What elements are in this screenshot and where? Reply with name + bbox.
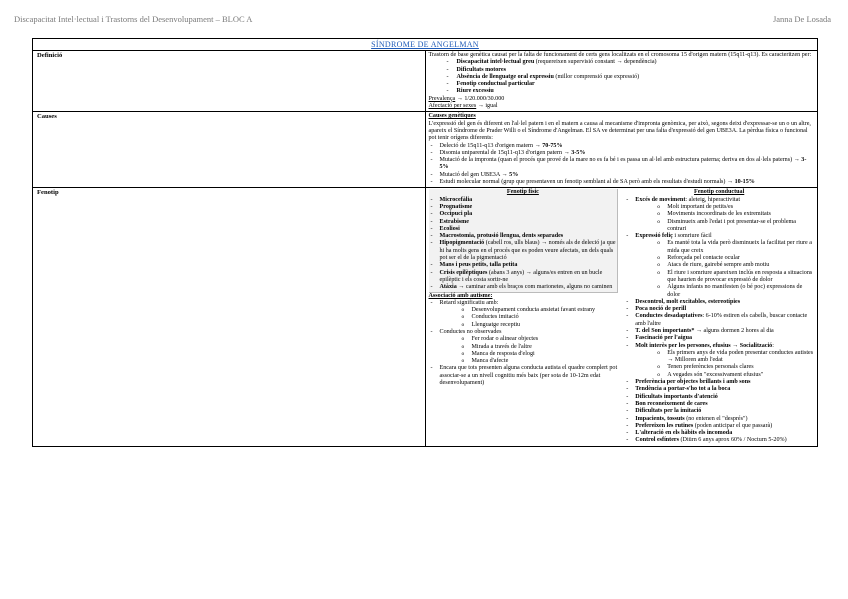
syndrome-table: [32, 38, 818, 447]
fisic-item: [429, 262, 618, 269]
definicio-content: [425, 51, 818, 112]
fisic-item-main: Macrostomia, protusió llengua, dents separades: [439, 233, 564, 240]
fisic-item-detail: (abans 3 anys) → alguns/es entren en un bucle epilèptic i els costa sortir-ne: [439, 269, 603, 283]
conductual-subitem: [635, 350, 814, 379]
conductual-item-bold: Excés de moviment: [635, 196, 686, 203]
conductual-item: [624, 408, 814, 415]
fisic-item-main: Ecoliosi: [439, 225, 460, 232]
definicio-item-main: Fenotip conductual particular: [456, 81, 535, 88]
conductual-subitem: [635, 240, 814, 298]
conductual-item-text: i somriure fàcil: [672, 233, 712, 240]
sexes-label: Afectació per sexes: [428, 103, 477, 110]
conductual-item-bold: Prefereixen les rutines: [635, 422, 694, 429]
definicio-list: [429, 59, 815, 95]
causes-item: [429, 143, 815, 150]
autisme-subitem-item: o Conductes imitació: [440, 314, 619, 321]
causes-item-main: Mutació de la impronta (quan el procés que prové de la mare no es fa bé i es passa un al·lel amb estructura paterna; deriva en dos al·lels paterns) →: [439, 157, 802, 164]
prevalenca-label: Prevalença: [428, 95, 456, 102]
causes-row: [33, 112, 818, 188]
conductual-item: [624, 379, 814, 386]
definicio-item: [429, 88, 815, 95]
autisme-item: [429, 329, 619, 365]
fisic-item-main: Mans i peus petits, talla petita: [439, 262, 518, 269]
definicio-item: [429, 81, 815, 88]
conductual-item: [624, 401, 814, 408]
conductual-item: [624, 335, 814, 342]
fisic-item: [429, 226, 618, 233]
fisic-item: [429, 197, 618, 204]
conductual-item: [624, 386, 814, 393]
autisme-subitem-item: o Desenvolupament conducta ansietat favant estrany: [440, 307, 619, 314]
conductual-item: [624, 328, 814, 335]
conductual-subitem-item: o Alguns infants no manifesten (o bé poc) expressions de dolor: [635, 284, 814, 299]
conductual-item: [624, 313, 814, 328]
conductual-subitem-item: o A vegades són "excessivament efusius": [635, 372, 814, 379]
causes-item-detail: 70-75%: [542, 142, 563, 149]
conductual-item-bold: Conductes desadaptatives: [635, 313, 703, 320]
fisic-item-main: Hipopigmentació: [439, 240, 485, 247]
fisic-item: [429, 270, 618, 285]
conductual-item-bold: Dificultats importants d'atenció: [635, 393, 718, 400]
conductual-subitem-item: o Disminueix amb l'edat i pot presentar-se el problema contrari: [635, 219, 814, 234]
conductual-item-text: (poden anticipar el que passarà): [693, 422, 773, 429]
title-row: [33, 39, 818, 51]
autisme-subitem-item: o Mirada a través de l'altre: [440, 344, 619, 351]
fenotip-label: Fenotip: [33, 188, 426, 446]
fenotip-conductual-title: Fenotip conductual: [693, 189, 745, 196]
conductual-subitem-item: o Atacs de riure, gairebé sempre amb motiu: [635, 262, 814, 269]
conductual-item: [624, 197, 814, 233]
conductual-item-bold: Descontrol, molt excitables, estereotípies: [635, 298, 741, 305]
autisme-title: Associació amb autisme:: [428, 292, 493, 299]
conductual-item: [624, 416, 814, 423]
fisic-item-main: Atàxia: [439, 284, 457, 291]
autisme-subitem: [440, 336, 619, 365]
autisme-item-text: Retard significatiu amb:: [439, 299, 499, 306]
conductual-item-bold: Fascinació per l'aigua: [635, 335, 693, 342]
conductual-item-bold: Expressió feliç: [635, 233, 673, 240]
conductual-item: [624, 394, 814, 401]
conductual-item-text: (Diürn 6 anys aprox 60% / Nocturn 5-20%): [678, 437, 787, 444]
conductual-item-text: : 6-10% estiren els cabells, buscar contacte amb l'altre: [635, 313, 808, 327]
causes-item-main: Disomia uniparental de 15q11-q13 d'origen patern →: [439, 149, 572, 156]
conductual-item-bold: Bon reconeixement de cares: [635, 400, 708, 407]
autisme-subitem-item: o Fer rodar o alinear objectes: [440, 336, 619, 343]
definicio-label: Definició: [33, 51, 426, 112]
causes-item-detail: 5%: [509, 171, 519, 178]
conductual-item: [624, 423, 814, 430]
fenotip-fisic-list: [429, 197, 618, 292]
sexes-value: → igual: [476, 103, 498, 110]
conductual-subitem-item: o Es manté tota la vida però disminueix la facilitat per riure a mida que creix: [635, 240, 814, 255]
autisme-subitem-item: o Llenguatge receptiu: [440, 322, 619, 329]
conductual-item: [624, 306, 814, 313]
autisme-item-text: Conductes no observades: [439, 328, 502, 335]
fenotip-row: [33, 188, 818, 446]
conductual-subitem-item: o Moviments incoordinats de les extremitats: [635, 211, 814, 218]
fisic-item: [429, 211, 618, 218]
causes-item-detail: 10-15%: [734, 179, 755, 186]
autisme-item-text: Encara que tots presenten alguna conducta autista el quadre complert pot associar-se a un nivell cognitiu més baix (per sota de 10-12m edat desenvolupament): [439, 365, 618, 387]
autisme-subitem-item: o Manca d'afecte: [440, 358, 619, 365]
definicio-item-main: Discapacitat intel·lectual greu: [456, 59, 535, 66]
causes-item-main: Estudi molecular normal (grup que presentaven un fenotip semblant al de SA però amb els resultats d'estudi normals) →: [439, 179, 735, 186]
definicio-row: [33, 51, 818, 112]
causes-item: [429, 179, 815, 186]
definicio-item-detail: (millor comprensió que expressió): [553, 73, 640, 80]
page-header-right: Janna De Losada: [772, 14, 831, 24]
causes-item: [429, 172, 815, 179]
conductual-subitem-item: o Tenen preferències personals clares: [635, 364, 814, 371]
autisme-list: [429, 300, 619, 388]
fisic-item-detail: → caminar amb els braços com marionetes, alguns no caminen: [456, 284, 613, 291]
definicio-item-detail: (requereixen supervisió constant → dependència): [534, 59, 657, 66]
conductual-item-bold: Preferència per objectes brillants i amb sons: [635, 379, 751, 386]
conductual-item-bold: Control esfínters: [635, 437, 679, 444]
sexes-line: [429, 103, 815, 110]
causes-item: [429, 157, 815, 172]
conductual-item-text: :: [772, 342, 774, 349]
fisic-item-main: Estrabisme: [439, 218, 469, 225]
fisic-item: [429, 284, 618, 291]
causes-item-detail: 3-5%: [439, 157, 807, 171]
definicio-item: [429, 59, 815, 66]
prevalenca-value: → 1/20.000/30.000: [455, 95, 505, 102]
conductual-subitem-item: o Reforçada pel contacte ocular: [635, 255, 814, 262]
causes-text: L'expressió del gen és diferent en l'al·lel patern i en el matern a causa al mecanisme d'impronta genòmica, per això, segons deixi d'expressar-se un o un altre, apareix el Síndrome de Prader Willi o el Síndrome d'Angelman. El SA ve determinat per una falta d'expressió del gen UBE3A. La pèrdua física o funcional pot tenir orígens diferents:: [428, 120, 811, 142]
fisic-item-main: Occipuci pla: [439, 211, 473, 218]
conductual-subitem-item: o Els primers anys de vida poden presentar conductes autistes → Milloren amb l'edat: [635, 350, 814, 365]
causes-heading: Causes genètiques: [428, 113, 476, 120]
autisme-subitem-item: o Manca de resposta d'elogi: [440, 351, 619, 358]
fisic-item: [429, 219, 618, 226]
fenotip-left-column: [429, 189, 619, 444]
definicio-item-main: Riure excessiu: [456, 88, 494, 95]
page-header-left: Discapacitat Intel·lectual i Trastorns del Desenvolupament – BLOC A: [14, 14, 253, 24]
syndrome-title: SÍNDROME DE ANGELMAN: [33, 39, 818, 51]
conductual-item-bold: Tendència a portar-s'ho tot a la boca: [635, 386, 731, 393]
conductual-item-bold: Molt interès per les persones, efusius → Socialització: [635, 342, 773, 349]
causes-item-detail: 3-5%: [571, 149, 586, 156]
causes-item-main: Mutació del gen UBE3A →: [439, 171, 510, 178]
conductual-item-bold: Impacients, tossuts: [635, 415, 685, 422]
fenotip-fisic-box: [429, 189, 619, 292]
conductual-item-bold: L'alteració en els hàbits els incomoda: [635, 430, 733, 437]
autisme-subitem: [440, 307, 619, 329]
fisic-item: [429, 240, 618, 262]
fisic-item-main: Prognatisme: [439, 203, 473, 210]
conductual-subitem-item: o Molt important de petits/es: [635, 204, 814, 211]
conductual-item-text: → alguns dormen 2 hores al dia: [694, 327, 774, 334]
fenotip-conductual-list: [624, 197, 814, 445]
fisic-item-main: Crisis epilèptiques: [439, 269, 488, 276]
conductual-item-text: : aleteig, hiperactivitat: [685, 196, 741, 203]
fenotip-fisic-title: Fenotip físic: [506, 189, 539, 196]
causes-item-main: Deleció de 15q11-q13 d'origen matern →: [439, 142, 543, 149]
conductual-item-text: (no entenen el "després"): [684, 415, 748, 422]
definicio-intro: Trastorn de base genètica causat per la falta de funcionament de certs gens localitzats en el cromosoma 15 d'origen matern (15q11-q13). Es caracteritzen per:: [428, 52, 812, 58]
causes-list: [429, 143, 815, 187]
fisic-item-main: Microcefàlia: [439, 196, 473, 203]
causes-label: Causes: [33, 112, 426, 188]
prevalenca-line: [429, 96, 815, 103]
fisic-item: [429, 204, 618, 211]
conductual-item: [624, 233, 814, 299]
definicio-item-main: Dificultats motores: [456, 66, 506, 73]
definicio-item: [429, 67, 815, 74]
conductual-item-bold: Poca noció de perill: [635, 306, 687, 313]
conductual-subitem: [635, 204, 814, 233]
causes-content: [425, 112, 818, 188]
fenotip-right-column: [624, 189, 814, 444]
autisme-item: [429, 300, 619, 329]
conductual-item: [624, 343, 814, 379]
conductual-item: [624, 299, 814, 306]
conductual-item: [624, 437, 814, 444]
fisic-item-detail: (cabell ros, ulls blaus) → només als de deleció ja que hi ha molts gens en el procés que es poden veure afectats, un dels quals pot ser el de la pigmentació: [439, 240, 616, 262]
conductual-subitem-item: o El riure i somriure apareixen inclús en resposta a situacions que haurien de provocar expressió de dolor: [635, 270, 814, 285]
conductual-item-bold: Dificultats per la imitació: [635, 408, 702, 415]
definicio-item-main: Absència de llenguatge oral expressiu: [456, 73, 554, 80]
definicio-item: [429, 74, 815, 81]
autisme-item: [429, 365, 619, 387]
fenotip-content: [425, 188, 818, 446]
conductual-item-bold: T. del Son importants*: [635, 327, 695, 334]
